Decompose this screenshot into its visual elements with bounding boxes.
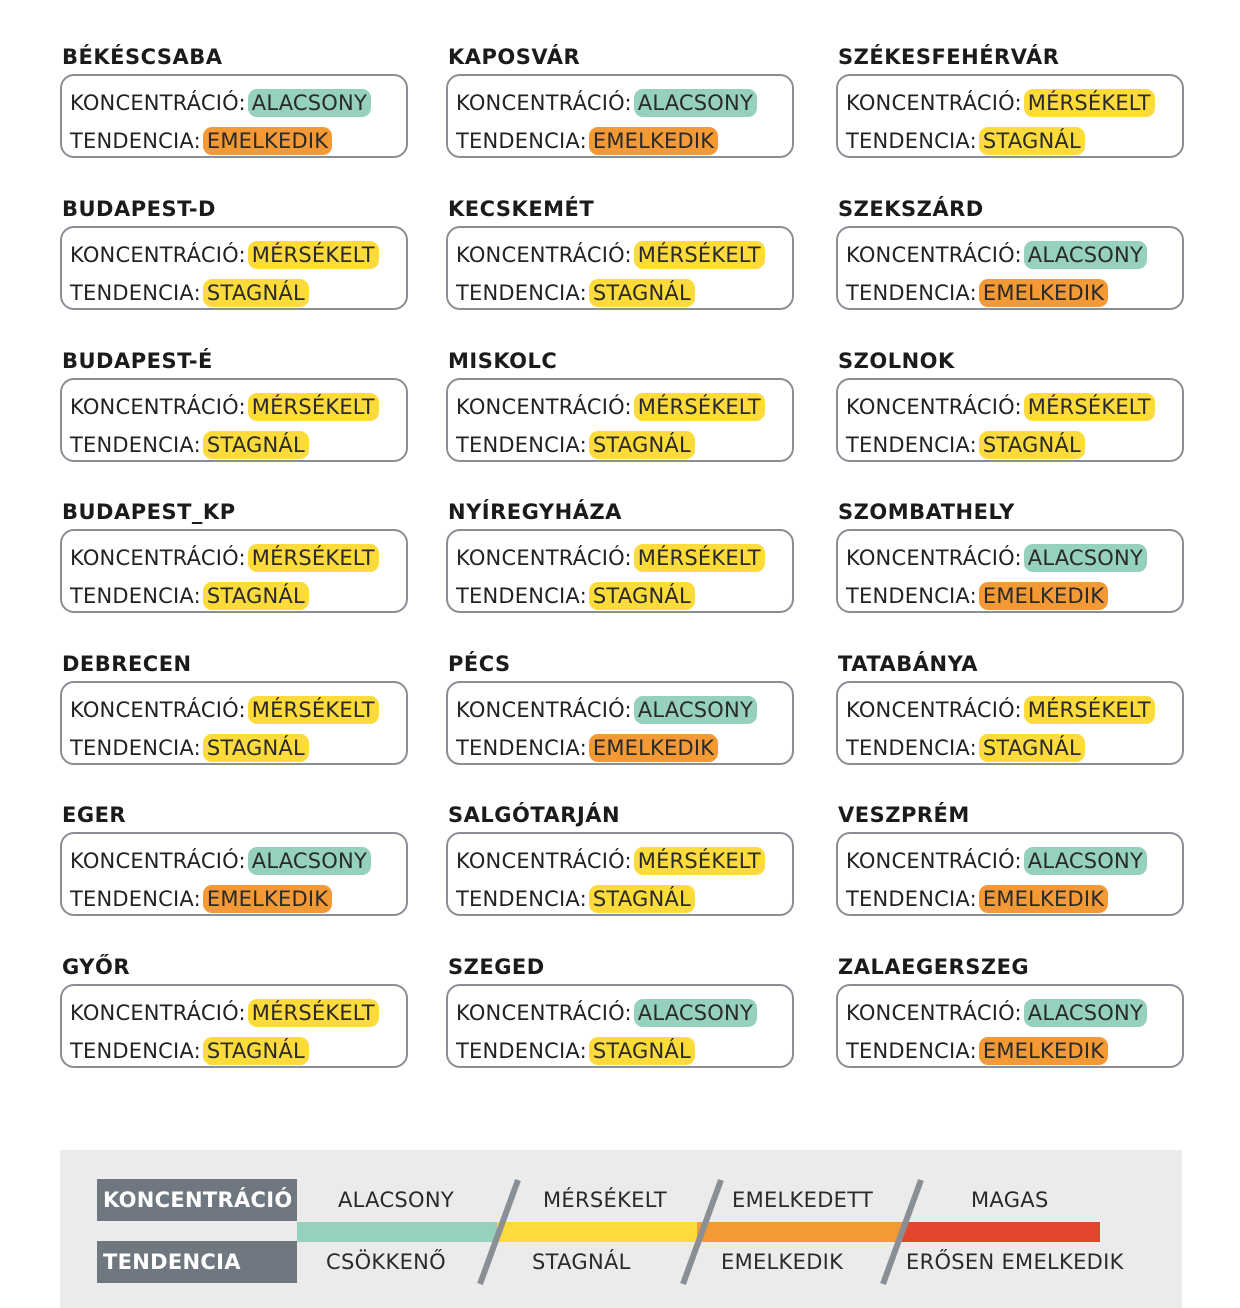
tendencia-row bbox=[456, 577, 792, 615]
koncentracio-label: KONCENTRÁCIÓ: bbox=[456, 698, 632, 722]
status-box bbox=[836, 378, 1184, 462]
koncentracio-row bbox=[456, 539, 792, 577]
legend-divider-1 bbox=[470, 1178, 530, 1288]
tendencia-label: TENDENCIA: bbox=[70, 887, 201, 911]
koncentracio-label: KONCENTRÁCIÓ: bbox=[70, 395, 246, 419]
koncentracio-label: KONCENTRÁCIÓ: bbox=[70, 698, 246, 722]
tendencia-badge: EMELKEDIK bbox=[203, 127, 332, 155]
koncentracio-badge: ALACSONY bbox=[634, 89, 757, 117]
city-name: SZOLNOK bbox=[838, 349, 955, 373]
status-box bbox=[836, 529, 1184, 613]
status-box bbox=[446, 832, 794, 916]
koncentracio-badge: MÉRSÉKELT bbox=[248, 393, 379, 421]
tendencia-badge: STAGNÁL bbox=[589, 431, 695, 459]
koncentracio-label: KONCENTRÁCIÓ: bbox=[846, 243, 1022, 267]
koncentracio-badge: MÉRSÉKELT bbox=[1024, 696, 1155, 724]
tendencia-label: TENDENCIA: bbox=[456, 433, 587, 457]
tendencia-row bbox=[70, 880, 406, 918]
legend-level-4-tendencia: ERŐSEN EMELKEDIK bbox=[906, 1250, 1124, 1274]
city-name: SALGÓTARJÁN bbox=[448, 803, 621, 827]
koncentracio-row bbox=[70, 691, 406, 729]
tendencia-row bbox=[846, 577, 1182, 615]
tendencia-label: TENDENCIA: bbox=[846, 736, 977, 760]
koncentracio-row bbox=[846, 84, 1182, 122]
city-card bbox=[446, 802, 794, 916]
tendencia-label: TENDENCIA: bbox=[70, 281, 201, 305]
city-name: PÉCS bbox=[448, 652, 511, 676]
tendencia-badge: STAGNÁL bbox=[589, 279, 695, 307]
koncentracio-row bbox=[456, 388, 792, 426]
tendencia-badge: STAGNÁL bbox=[203, 734, 309, 762]
koncentracio-row bbox=[70, 539, 406, 577]
tendencia-badge: EMELKEDIK bbox=[979, 279, 1108, 307]
tendencia-row bbox=[456, 274, 792, 312]
koncentracio-badge: MÉRSÉKELT bbox=[248, 241, 379, 269]
tendencia-badge: STAGNÁL bbox=[979, 431, 1085, 459]
tendencia-badge: EMELKEDIK bbox=[979, 885, 1108, 913]
tendencia-badge: STAGNÁL bbox=[589, 1037, 695, 1065]
legend-tendencia-title: TENDENCIA bbox=[97, 1241, 297, 1283]
legend-level-3-koncentracio: EMELKEDETT bbox=[732, 1188, 874, 1212]
tendencia-row bbox=[456, 729, 792, 767]
city-name: SZOMBATHELY bbox=[838, 500, 1015, 524]
tendencia-label: TENDENCIA: bbox=[70, 433, 201, 457]
city-card bbox=[836, 651, 1184, 765]
koncentracio-label: KONCENTRÁCIÓ: bbox=[456, 1001, 632, 1025]
koncentracio-row bbox=[456, 842, 792, 880]
tendencia-badge: STAGNÁL bbox=[203, 582, 309, 610]
tendencia-row bbox=[846, 729, 1182, 767]
tendencia-label: TENDENCIA: bbox=[846, 887, 977, 911]
legend-level-3-tendencia: EMELKEDIK bbox=[721, 1250, 844, 1274]
tendencia-row bbox=[70, 122, 406, 160]
tendencia-label: TENDENCIA: bbox=[456, 129, 587, 153]
tendencia-label: TENDENCIA: bbox=[456, 584, 587, 608]
city-name: BUDAPEST-É bbox=[62, 349, 213, 373]
status-box bbox=[60, 681, 408, 765]
city-card bbox=[60, 651, 408, 765]
legend-bar-alacsony bbox=[297, 1222, 497, 1242]
tendencia-label: TENDENCIA: bbox=[70, 584, 201, 608]
tendencia-row bbox=[846, 1032, 1182, 1070]
city-card bbox=[836, 802, 1184, 916]
city-name: MISKOLC bbox=[448, 349, 558, 373]
koncentracio-label: KONCENTRÁCIÓ: bbox=[456, 91, 632, 115]
tendencia-label: TENDENCIA: bbox=[846, 433, 977, 457]
tendencia-badge: EMELKEDIK bbox=[589, 127, 718, 155]
koncentracio-label: KONCENTRÁCIÓ: bbox=[456, 546, 632, 570]
koncentracio-label: KONCENTRÁCIÓ: bbox=[70, 1001, 246, 1025]
city-card bbox=[446, 499, 794, 613]
koncentracio-label: KONCENTRÁCIÓ: bbox=[846, 395, 1022, 419]
koncentracio-badge: MÉRSÉKELT bbox=[634, 847, 765, 875]
city-card bbox=[836, 954, 1184, 1068]
tendencia-row bbox=[70, 1032, 406, 1070]
legend-level-1-tendencia: CSÖKKENŐ bbox=[326, 1250, 446, 1274]
status-box bbox=[446, 529, 794, 613]
tendencia-row bbox=[70, 729, 406, 767]
koncentracio-row bbox=[846, 539, 1182, 577]
tendencia-badge: STAGNÁL bbox=[203, 431, 309, 459]
koncentracio-row bbox=[70, 84, 406, 122]
tendencia-row bbox=[846, 880, 1182, 918]
tendencia-badge: STAGNÁL bbox=[979, 734, 1085, 762]
city-card bbox=[446, 348, 794, 462]
status-box bbox=[836, 226, 1184, 310]
koncentracio-label: KONCENTRÁCIÓ: bbox=[846, 849, 1022, 873]
city-card bbox=[836, 348, 1184, 462]
koncentracio-label: KONCENTRÁCIÓ: bbox=[846, 1001, 1022, 1025]
tendencia-badge: EMELKEDIK bbox=[979, 582, 1108, 610]
koncentracio-row bbox=[846, 388, 1182, 426]
tendencia-row bbox=[70, 274, 406, 312]
koncentracio-label: KONCENTRÁCIÓ: bbox=[70, 546, 246, 570]
city-card bbox=[446, 44, 794, 158]
legend-koncentracio-title: KONCENTRÁCIÓ bbox=[97, 1179, 297, 1221]
tendencia-badge: EMELKEDIK bbox=[203, 885, 332, 913]
koncentracio-row bbox=[456, 691, 792, 729]
city-card bbox=[60, 802, 408, 916]
legend-level-1-koncentracio: ALACSONY bbox=[338, 1188, 455, 1212]
tendencia-label: TENDENCIA: bbox=[456, 1039, 587, 1063]
koncentracio-label: KONCENTRÁCIÓ: bbox=[846, 698, 1022, 722]
status-box bbox=[60, 984, 408, 1068]
koncentracio-row bbox=[846, 236, 1182, 274]
tendencia-row bbox=[456, 122, 792, 160]
tendencia-label: TENDENCIA: bbox=[70, 129, 201, 153]
koncentracio-label: KONCENTRÁCIÓ: bbox=[70, 849, 246, 873]
tendencia-label: TENDENCIA: bbox=[846, 584, 977, 608]
legend bbox=[60, 1150, 1182, 1308]
tendencia-label: TENDENCIA: bbox=[456, 281, 587, 305]
koncentracio-label: KONCENTRÁCIÓ: bbox=[456, 849, 632, 873]
koncentracio-row bbox=[456, 994, 792, 1032]
koncentracio-row bbox=[70, 388, 406, 426]
city-name: KAPOSVÁR bbox=[448, 45, 581, 69]
status-box bbox=[836, 832, 1184, 916]
koncentracio-label: KONCENTRÁCIÓ: bbox=[456, 243, 632, 267]
koncentracio-badge: MÉRSÉKELT bbox=[1024, 89, 1155, 117]
city-name: VESZPRÉM bbox=[838, 803, 970, 827]
status-box bbox=[446, 226, 794, 310]
city-card bbox=[60, 196, 408, 310]
status-box bbox=[446, 74, 794, 158]
tendencia-row bbox=[70, 426, 406, 464]
city-card bbox=[60, 499, 408, 613]
city-card bbox=[60, 44, 408, 158]
tendencia-badge: STAGNÁL bbox=[203, 1037, 309, 1065]
tendencia-row bbox=[456, 880, 792, 918]
city-name: NYÍREGYHÁZA bbox=[448, 500, 622, 524]
koncentracio-badge: ALACSONY bbox=[1024, 241, 1147, 269]
tendencia-label: TENDENCIA: bbox=[846, 129, 977, 153]
tendencia-row bbox=[846, 426, 1182, 464]
koncentracio-label: KONCENTRÁCIÓ: bbox=[70, 243, 246, 267]
koncentracio-badge: ALACSONY bbox=[1024, 847, 1147, 875]
status-box bbox=[60, 378, 408, 462]
city-card bbox=[446, 954, 794, 1068]
koncentracio-badge: ALACSONY bbox=[1024, 999, 1147, 1027]
status-box bbox=[836, 74, 1184, 158]
tendencia-label: TENDENCIA: bbox=[846, 281, 977, 305]
tendencia-label: TENDENCIA: bbox=[70, 736, 201, 760]
city-card bbox=[446, 196, 794, 310]
koncentracio-badge: MÉRSÉKELT bbox=[634, 393, 765, 421]
koncentracio-label: KONCENTRÁCIÓ: bbox=[846, 91, 1022, 115]
tendencia-row bbox=[846, 122, 1182, 160]
city-name: TATABÁNYA bbox=[838, 652, 979, 676]
legend-level-2-tendencia: STAGNÁL bbox=[532, 1250, 631, 1274]
city-name: SZEKSZÁRD bbox=[838, 197, 984, 221]
koncentracio-badge: ALACSONY bbox=[248, 89, 371, 117]
koncentracio-badge: ALACSONY bbox=[634, 999, 757, 1027]
tendencia-row bbox=[456, 1032, 792, 1070]
status-box bbox=[60, 529, 408, 613]
legend-level-2-koncentracio: MÉRSÉKELT bbox=[543, 1188, 667, 1212]
tendencia-badge: EMELKEDIK bbox=[979, 1037, 1108, 1065]
koncentracio-label: KONCENTRÁCIÓ: bbox=[456, 395, 632, 419]
koncentracio-badge: MÉRSÉKELT bbox=[634, 241, 765, 269]
city-name: KECSKEMÉT bbox=[448, 197, 595, 221]
koncentracio-badge: MÉRSÉKELT bbox=[248, 544, 379, 572]
koncentracio-badge: ALACSONY bbox=[248, 847, 371, 875]
city-name: ZALAEGERSZEG bbox=[838, 955, 1030, 979]
status-box bbox=[446, 378, 794, 462]
status-box bbox=[446, 681, 794, 765]
koncentracio-badge: MÉRSÉKELT bbox=[248, 999, 379, 1027]
tendencia-row bbox=[456, 426, 792, 464]
city-card bbox=[446, 651, 794, 765]
status-box bbox=[446, 984, 794, 1068]
tendencia-badge: STAGNÁL bbox=[589, 582, 695, 610]
legend-level-4-koncentracio: MAGAS bbox=[971, 1188, 1049, 1212]
tendencia-label: TENDENCIA: bbox=[846, 1039, 977, 1063]
tendencia-label: TENDENCIA: bbox=[456, 736, 587, 760]
city-name: EGER bbox=[62, 803, 127, 827]
koncentracio-row bbox=[70, 236, 406, 274]
koncentracio-row bbox=[846, 691, 1182, 729]
city-card bbox=[60, 348, 408, 462]
city-name: GYŐR bbox=[62, 955, 131, 979]
tendencia-label: TENDENCIA: bbox=[456, 887, 587, 911]
city-name: SZÉKESFEHÉRVÁR bbox=[838, 45, 1060, 69]
city-card bbox=[836, 196, 1184, 310]
tendencia-label: TENDENCIA: bbox=[70, 1039, 201, 1063]
status-box bbox=[836, 681, 1184, 765]
koncentracio-badge: MÉRSÉKELT bbox=[634, 544, 765, 572]
status-box bbox=[60, 226, 408, 310]
koncentracio-badge: MÉRSÉKELT bbox=[248, 696, 379, 724]
city-name: SZEGED bbox=[448, 955, 545, 979]
status-box bbox=[60, 832, 408, 916]
tendencia-badge: EMELKEDIK bbox=[589, 734, 718, 762]
koncentracio-row bbox=[70, 994, 406, 1032]
koncentracio-badge: ALACSONY bbox=[1024, 544, 1147, 572]
koncentracio-row bbox=[846, 842, 1182, 880]
city-card bbox=[836, 499, 1184, 613]
city-name: BÉKÉSCSABA bbox=[62, 45, 223, 69]
koncentracio-badge: MÉRSÉKELT bbox=[1024, 393, 1155, 421]
tendencia-badge: STAGNÁL bbox=[589, 885, 695, 913]
koncentracio-label: KONCENTRÁCIÓ: bbox=[846, 546, 1022, 570]
koncentracio-label: KONCENTRÁCIÓ: bbox=[70, 91, 246, 115]
tendencia-row bbox=[70, 577, 406, 615]
koncentracio-row bbox=[846, 994, 1182, 1032]
city-name: BUDAPEST-D bbox=[62, 197, 216, 221]
tendencia-row bbox=[846, 274, 1182, 312]
status-box bbox=[60, 74, 408, 158]
koncentracio-row bbox=[456, 84, 792, 122]
city-card bbox=[836, 44, 1184, 158]
status-box bbox=[836, 984, 1184, 1068]
koncentracio-row bbox=[70, 842, 406, 880]
koncentracio-row bbox=[456, 236, 792, 274]
city-name: DEBRECEN bbox=[62, 652, 192, 676]
city-card bbox=[60, 954, 408, 1068]
city-name: BUDAPEST_KP bbox=[62, 500, 236, 524]
tendencia-badge: STAGNÁL bbox=[979, 127, 1085, 155]
tendencia-badge: STAGNÁL bbox=[203, 279, 309, 307]
koncentracio-badge: ALACSONY bbox=[634, 696, 757, 724]
